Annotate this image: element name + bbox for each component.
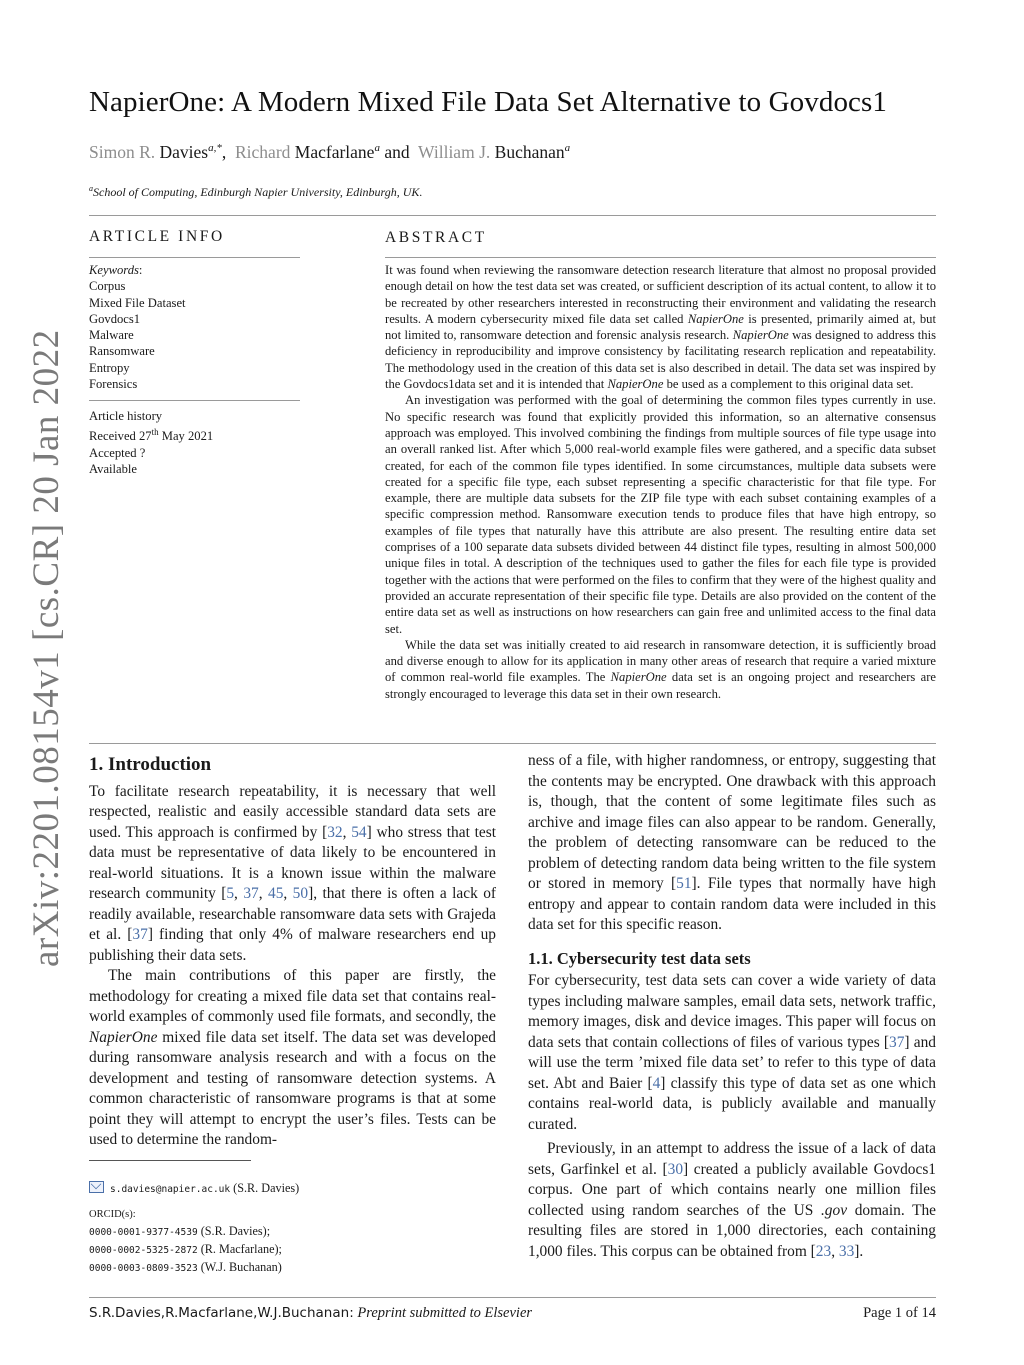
citation-link[interactable]: 54	[351, 823, 367, 841]
body-text: ,	[342, 823, 352, 841]
body-text: ].	[854, 1242, 864, 1260]
keywords-divider	[89, 400, 300, 401]
intro-paragraph-continued	[528, 751, 936, 936]
orcid-id[interactable]: 0000-0001-9377-4539	[89, 1227, 198, 1238]
citation-link[interactable]: 50	[292, 885, 309, 902]
email-icon	[89, 1181, 104, 1193]
citation-link[interactable]: 51	[676, 875, 692, 892]
keyword: Govdocs1	[89, 311, 141, 326]
citation-link[interactable]: 33	[838, 1242, 855, 1260]
author[interactable]: Simon R. Davies$^{a,*}$	[89, 142, 222, 162]
body-text: ] classify this type of data set as one which contains real-world data, is publicly available and manually curated.	[528, 1074, 937, 1133]
emphasis-text: NapierOne	[89, 1028, 158, 1046]
body-text: ,	[283, 885, 293, 902]
header-divider	[89, 215, 936, 216]
abstract-body	[385, 262, 936, 702]
keyword: Entropy	[89, 360, 130, 375]
paper-title: NapierOne: A Modern Mixed File Data Set Alternative to Govdocs1	[89, 86, 888, 118]
right-column	[528, 751, 936, 1262]
body-text: ] finding that only 4% of malware researchers end up publishing their data sets.	[89, 926, 496, 964]
author[interactable]: William J. Buchanan$^a$	[418, 142, 571, 162]
history-label: Article history	[89, 409, 163, 423]
citation-link[interactable]: 45	[268, 885, 284, 902]
body-text: ]. File types that normally have high entropy and appear to contain random data were included in this data set for this specific reason.	[528, 875, 936, 933]
body-text: mixed file data set itself. The data set was developed during ransomware analysis research and with a focus on the development and testing of ransomware detection systems. A common characteristic of ransomware programs is that at some point they will attempt to encrypt the user’s files. Tests can be used to determine the random-	[89, 1028, 496, 1148]
article-history	[89, 408, 300, 477]
abstract-divider	[385, 257, 936, 258]
citation-link[interactable]: 37	[132, 926, 148, 943]
abstract-bottom-divider	[89, 743, 936, 744]
body-text: Previously, in an attempt to address the issue of a lack of data sets, Garfinkel et al. [	[528, 1140, 936, 1178]
subsection-heading: 1.1. Cybersecurity test data sets	[528, 948, 751, 968]
body-text: For cybersecurity, test data sets can cover a wide variety of data types including malware samples, email data sets, network traffic, memory images, disk and device images. This paper will focus on data sets that contain collections of files of various types [	[528, 972, 936, 1051]
citation-link[interactable]: 5	[226, 885, 235, 902]
affiliation: $^a$School of Computing, Edinburgh Napier University, Edinburgh, UK.	[89, 184, 423, 199]
citation-link[interactable]: 37	[889, 1033, 905, 1051]
subsection-paragraph	[528, 971, 936, 1135]
orcid-id[interactable]: 0000-0003-0809-3523	[89, 1263, 198, 1274]
footer-authors: S.R.Davies,R.Macfarlane,W.J.Buchanan:	[89, 1305, 354, 1321]
orcid-label: ORCID(s):	[89, 1209, 136, 1220]
body-text: The main contributions of this paper are firstly, the methodology for creating a mixed file data set that contains real-world examples of commonly used file formats, and secondly, the	[89, 967, 496, 1025]
abstract-heading: ABSTRACT	[385, 229, 487, 246]
body-text: To facilitate research repeatability, it is necessary that well respected, realistic and easily accessible standard data sets are used. This approach is confirmed by [	[89, 782, 496, 841]
abstract-paragraph: While the data set was initially created to aid research in ransomware detection, it is sufficiently broad and diverse enough to allow for its application in many other areas of research that require a varied mixture of common real-world file examples. The NapierOne data set is an ongoing project and researchers are strongly encouraged to leverage this data set in their own research.	[385, 637, 936, 701]
citation-link[interactable]: 30	[667, 1160, 684, 1178]
keyword: Forensics	[89, 377, 138, 392]
accepted-date: Accepted ?	[89, 445, 146, 460]
author-list: Simon R. Davies$^{a,*}$, Richard Macfarlane$^a$ and William J. Buchanan$^a$	[89, 142, 571, 162]
body-text: ,	[831, 1242, 839, 1260]
arxiv-side-stamp: arXiv:2201.08154v1 [cs.CR] 20 Jan 2022	[26, 329, 67, 967]
body-text: ,	[234, 885, 244, 902]
body-text: ] who stress that test data must be representative of data likely to be encountered in real-world situations. It is a known issue within the malware research community [	[89, 823, 496, 902]
body-text: ], that there is often a lack of readily available, researchable ransomware data sets with Grajeda et al. [	[89, 885, 497, 943]
keywords-block: Keywords: Corpus Mixed File Dataset Govdocs1 Malware Ransomware Entropy Forensics	[89, 262, 300, 392]
body-text: ,	[258, 885, 268, 902]
body-text: ] and will use the term ’mixed file data set’ to refer to this type of data set. Abt and Baier [	[528, 1033, 936, 1092]
author-email[interactable]: s.davies@napier.ac.uk	[110, 1184, 231, 1195]
subsection-paragraph	[528, 1139, 936, 1262]
body-text: ] created a publicly available Govdocs1 corpus. One part of which contains nearly one million files collected using random searches of the US	[528, 1160, 937, 1219]
footnote-divider	[89, 1160, 251, 1161]
orcid-id[interactable]: 0000-0002-5325-2872	[89, 1245, 198, 1256]
keyword: Ransomware	[89, 344, 155, 359]
article-info-heading: ARTICLE INFO	[89, 228, 225, 245]
body-text: ness of a file, with higher randomness, or entropy, suggesting that the contents may be encrypted. One drawback with this approach is, though, that the content of some legitimate files such as archive and image files can also appear to be random. Generally, the problem of detecting ransomware can be reduced to the problem of detecting random data being written to the file system or stored in memory [	[528, 752, 936, 892]
footer-venue: Preprint submitted to Elsevier	[357, 1305, 533, 1321]
abstract-paragraph: It was found when reviewing the ransomware detection research literature that almost no proposal provided enough detail on how the test data set was created, or sufficient description of its actual content, to allow it to be recreated by other researchers interested in reconstructing their environment and validating the research results. A modern cybersecurity mixed file data set called NapierOne is presented, primarily aimed at, but not limited to, ransomware detection and forensic analysis research. NapierOne was designed to address this deficiency in reproducibility and improve consistency by facilitating research replication and repeatability. The methodology used in the creation of this data set is also described in detail. The data set was inspired by the Govdocs1data set and it is intended that NapierOne be used as a complement to this original data set.	[385, 263, 936, 392]
keyword: Mixed File Dataset	[89, 295, 186, 310]
author[interactable]: Richard Macfarlane$^a$	[235, 142, 380, 162]
footnote: s.davies@napier.ac.uk (S.R. Davies) ORCID(s): 0000-0001-9377-4539 (S.R. Davies); 0000-0002-5325-2872 (R. Macfarlane); 0000-0003-0809-3523 (W.J. Buchanan)	[89, 1180, 489, 1277]
citation-link[interactable]: 32	[327, 823, 343, 841]
keyword: Malware	[89, 328, 134, 343]
intro-paragraph	[89, 966, 496, 1151]
citation-link[interactable]: 4	[652, 1074, 661, 1092]
keywords-label: Keywords	[89, 263, 139, 277]
abstract-paragraph: An investigation was performed with the goal of determining the common files types currently in use. No specific research was found that explicitly provided this information, so an alternative consensus approach was employed. This involved combining the findings from multiple sources of file type usage into an overall ranked list. After which 5,000 real-world example files were gathered, and a specific data subset created, for each of the common file types identified. In some circumstances, multiple data subsets were created for a specific file type, each subset representing a specific characteristic for that file type. For example, there are multiple data subsets for the ZIP file type with each subset containing examples of a specific compression method. Ransomware execution tends to produce files that have high entropy, so examples of file types that naturally have this attribute are also present. The resulting entire data set comprises of a 100 separate data subsets divided between 44 distinct file types, resulting in almost 500,000 unique files in total. A description of the techniques used to gather the files for each file type is provided together with the actions that were performed on the files to confirm that they were of the highest quality and provided an accurate representation of their specific file type. Details are also provided on the content of the entire data set as well as instructions on how researchers can gain free and unlimited access to the final data set.	[385, 393, 936, 636]
body-text: domain. The resulting files are stored in 1,000 directories, each containing 1,000 files. This corpus can be obtained from [	[528, 1201, 937, 1260]
footer-divider	[89, 1297, 936, 1298]
citation-link[interactable]: 37	[243, 885, 259, 902]
received-date: Received 27th May 2021	[89, 427, 214, 444]
article-info-divider	[89, 257, 300, 258]
left-column	[89, 755, 496, 1151]
intro-paragraph	[89, 782, 496, 967]
page-number: Page 1 of 14	[863, 1305, 936, 1321]
footer-left	[89, 1305, 532, 1322]
keyword: Corpus	[89, 279, 126, 294]
emphasis-text: .gov	[820, 1201, 848, 1219]
available-date: Available	[89, 462, 138, 477]
citation-link[interactable]: 23	[815, 1242, 832, 1260]
section-heading-introduction: 1. Introduction	[89, 754, 212, 775]
